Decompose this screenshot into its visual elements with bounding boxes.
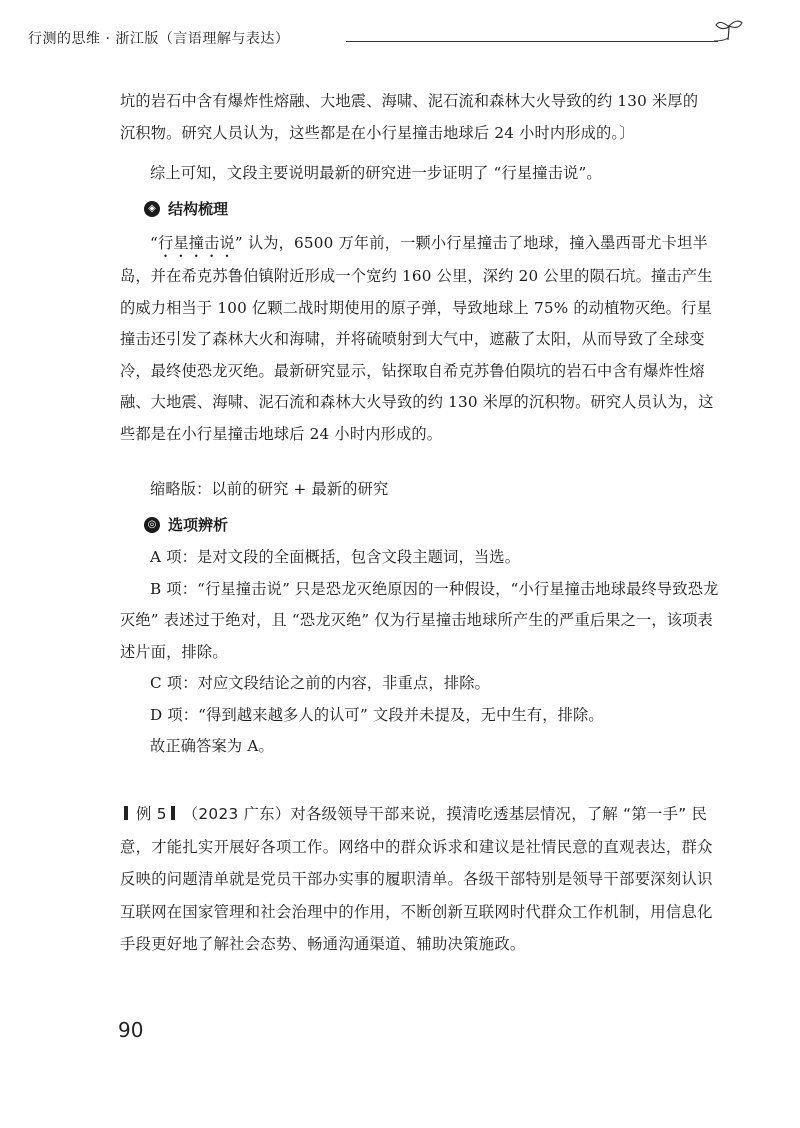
structure-text bbox=[120, 228, 722, 450]
option-c: C 项：对应文段结论之前的内容，非重点，排除。 bbox=[150, 674, 490, 692]
options-list bbox=[120, 542, 722, 763]
structure-heading-label: 结构梳理 bbox=[168, 200, 229, 218]
running-header bbox=[28, 14, 768, 54]
option-b: B 项：“行星撞击说” 只是恐龙灭绝原因的一种假设，“小行星撞击地球最终导致恐龙灭绝” 表述过于绝对，且 “恐龙灭绝” 仅为行星撞击地球所产生的严重后果之一，该项表述片面，排除。 bbox=[120, 579, 719, 661]
example-bar-left bbox=[124, 806, 128, 820]
circle-icon: ◈ bbox=[144, 201, 160, 217]
page-number: 90 bbox=[118, 1018, 144, 1042]
header-title: 行测的思维 · 浙江版（言语理解与表达） bbox=[28, 31, 290, 47]
summary-paragraph bbox=[120, 158, 722, 190]
answer-line: 故正确答案为 A。 bbox=[150, 737, 274, 755]
continued-line-1: 坑的岩石中含有爆炸性熔融、大地震、海啸、泥石流和森林大火导致的约 130 米厚的 bbox=[120, 92, 699, 110]
example-bar-right bbox=[171, 806, 175, 820]
example-label: 例 5 bbox=[136, 805, 167, 823]
continued-line-2: 沉积物。研究人员认为，这些都是在小行星撞击地球后 24 小时内形成的。〕 bbox=[120, 123, 635, 142]
option-d: D 项：“得到越来越多人的认可” 文段并未提及，无中生有，排除。 bbox=[150, 705, 604, 724]
structure-heading bbox=[144, 198, 228, 219]
summary-text: 综上可知，文段主要说明最新的研究进一步证明了 “行星撞击说”。 bbox=[150, 164, 602, 182]
header-rule bbox=[346, 41, 718, 42]
emphasized-term: 行星撞击说 bbox=[157, 234, 235, 252]
example-text: （2023 广东）对各级领导干部来说，摸清吃透基层情况，了解 “第一手” 民意，才能扎实开展好各项工作。网络中的群众诉求和建议是社情民意的直观表达，群众反映的问题清单就是党员干部办实事的履职清单。各级干部特别是领导干部要深刻认识互联网在国家管理和社会治理中的作用，不断创新互联网时代群众工作机制，用信息化手段更好地了解社会态势、畅通沟通渠道、辅助决策施政。 bbox=[120, 805, 713, 953]
options-heading bbox=[144, 514, 228, 535]
structure-paragraph bbox=[120, 228, 722, 450]
sprout-icon bbox=[710, 16, 750, 50]
abbrev-paragraph bbox=[120, 474, 722, 506]
abbrev-text: 缩略版：以前的研究 + 最新的研究 bbox=[150, 480, 389, 498]
continued-paragraph bbox=[120, 86, 722, 149]
structure-body: ” 认为，6500 万年前，一颗小行星撞击了地球，撞入墨西哥尤卡坦半岛，并在希克苏鲁伯镇附近形成一个宽约 160 公里，深约 20 公里的陨石坑。撞击产生的威力相当于 100 亿颗二战时期使用的原子弹，导致地球上 75% 的动植物灭绝。行星撞击还引发了森林大火和海啸，并将硫喷射到大气中，遮蔽了太阳，从而导致了全球变冷，最终使恐龙灭绝。最新研究显示，钻探取自希克苏鲁伯陨坑的岩石中含有爆炸性熔融、大地震、海啸、泥石流和森林大火导致的约 130 米厚的沉积物。研究人员认为，这些都是在小行星撞击地球后 24 小时内形成的。 bbox=[120, 234, 714, 443]
quote-open: “ bbox=[150, 234, 158, 252]
option-a: A 项：是对文段的全面概括，包含文段主题词，当选。 bbox=[150, 548, 521, 566]
circle-icon: ◎ bbox=[144, 517, 160, 533]
options-heading-label: 选项辨析 bbox=[168, 516, 229, 534]
example-block bbox=[120, 798, 720, 961]
